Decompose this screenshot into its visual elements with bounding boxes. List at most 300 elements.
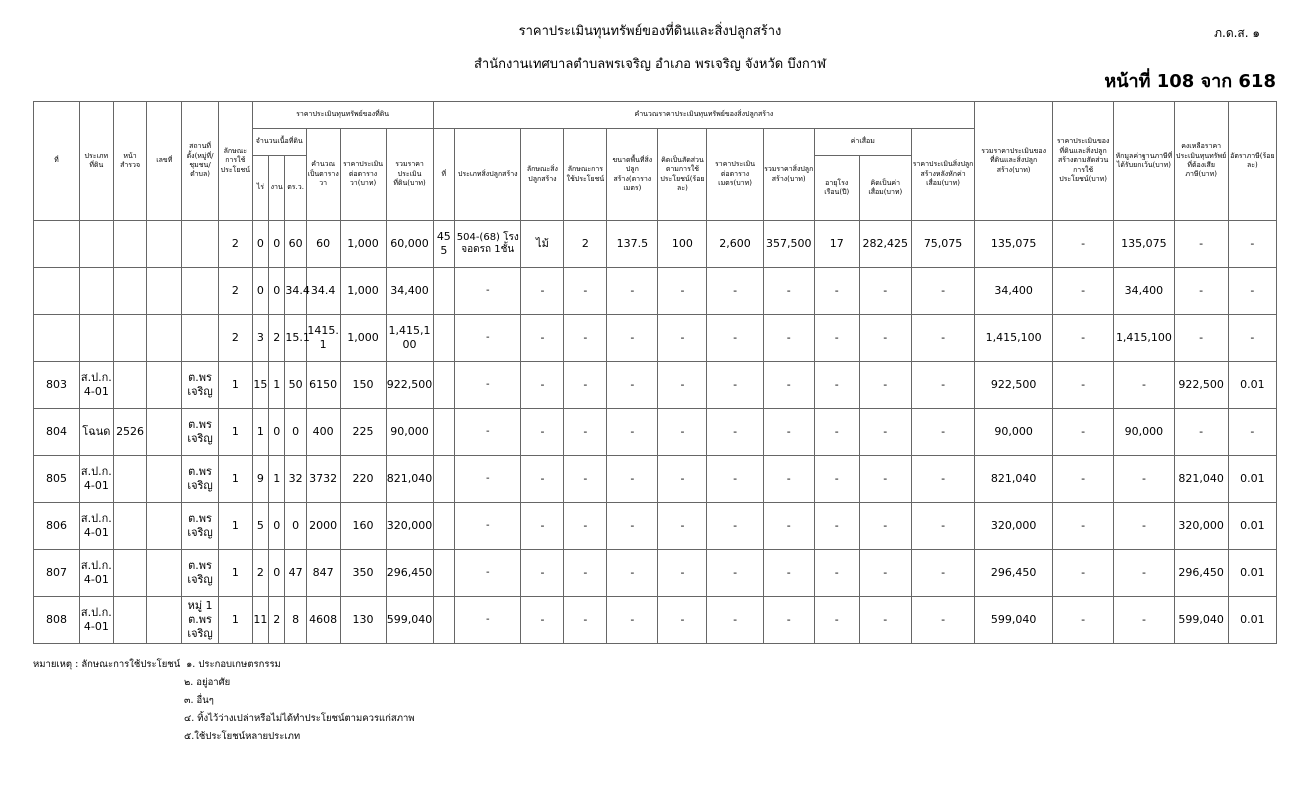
group-depreciation: ค่าเสื่อม	[814, 129, 911, 156]
table-cell: -	[911, 409, 974, 456]
table-cell: 75,075	[911, 221, 974, 268]
table-cell: -	[521, 550, 564, 597]
table-cell: -	[521, 503, 564, 550]
table-cell	[147, 597, 182, 644]
table-cell	[147, 550, 182, 597]
table-cell: -	[521, 409, 564, 456]
table-cell: 9	[252, 456, 268, 503]
table-cell: 2,600	[707, 221, 763, 268]
table-cell: โฉนด	[79, 409, 113, 456]
table-cell: 4608	[306, 597, 340, 644]
table-cell: -	[763, 409, 814, 456]
table-cell: 1	[218, 503, 252, 550]
table-cell	[433, 597, 454, 644]
col-no: ที่	[34, 102, 80, 221]
table-cell	[147, 456, 182, 503]
table-cell: -	[814, 550, 859, 597]
table-cell: 400	[306, 409, 340, 456]
table-cell: 2	[564, 221, 607, 268]
table-cell: -	[1052, 362, 1113, 409]
table-cell: 0	[252, 268, 268, 315]
table-cell	[113, 503, 147, 550]
table-cell: 8	[285, 597, 306, 644]
table-cell: -	[911, 550, 974, 597]
table-cell: 0	[269, 409, 285, 456]
table-cell	[433, 550, 454, 597]
table-cell: ส.ป.ก. 4-01	[79, 456, 113, 503]
table-cell: -	[814, 503, 859, 550]
table-cell: -	[707, 503, 763, 550]
table-cell: -	[763, 456, 814, 503]
table-cell: -	[1174, 315, 1228, 362]
table-cell: -	[707, 362, 763, 409]
table-cell: -	[521, 597, 564, 644]
table-cell: 296,450	[386, 550, 433, 597]
table-cell: 34,400	[975, 268, 1053, 315]
table-cell: -	[707, 597, 763, 644]
table-cell: 0	[269, 550, 285, 597]
table-cell: 225	[340, 409, 386, 456]
table-cell: 2	[218, 315, 252, 362]
table-cell: 3732	[306, 456, 340, 503]
table-cell: -	[658, 503, 707, 550]
table-cell: -	[1174, 409, 1228, 456]
table-cell: -	[1114, 503, 1174, 550]
table-cell: 135,075	[975, 221, 1053, 268]
table-cell: -	[564, 597, 607, 644]
table-cell: 599,040	[386, 597, 433, 644]
table-cell: 804	[34, 409, 80, 456]
table-cell	[79, 315, 113, 362]
table-cell: -	[607, 315, 658, 362]
table-row	[34, 597, 1277, 644]
table-cell: -	[607, 503, 658, 550]
table-cell: -	[814, 456, 859, 503]
col-ngan: งาน	[269, 156, 285, 221]
table-cell	[34, 221, 80, 268]
col-taxable: คงเหลือราคาประเมินทุนทรัพย์ที่ต้องเสียภาษี(บาท)	[1174, 102, 1228, 221]
table-cell: -	[911, 503, 974, 550]
table-cell: 2000	[306, 503, 340, 550]
table-cell: ต.พร เจริญ	[182, 409, 219, 456]
table-cell: 45 5	[433, 221, 454, 268]
col-rai: ไร่	[252, 156, 268, 221]
col-building-kind: ลักษณะสิ่งปลูกสร้าง	[521, 129, 564, 221]
table-cell	[433, 456, 454, 503]
table-cell: 160	[340, 503, 386, 550]
table-cell: 0.01	[1228, 550, 1276, 597]
table-cell: -	[763, 597, 814, 644]
table-cell: 807	[34, 550, 80, 597]
col-sqwa-total: คำนวณเป็นตารางวา	[306, 129, 340, 221]
table-cell: -	[521, 456, 564, 503]
table-cell: 1,000	[340, 315, 386, 362]
table-cell: -	[564, 550, 607, 597]
table-cell: 15	[252, 362, 268, 409]
table-cell: 320,000	[975, 503, 1053, 550]
table-cell: -	[564, 268, 607, 315]
table-cell: 220	[340, 456, 386, 503]
table-row	[34, 409, 1277, 456]
table-cell: -	[455, 503, 521, 550]
table-cell: 50	[285, 362, 306, 409]
table-cell: 34,400	[386, 268, 433, 315]
table-cell: -	[1228, 268, 1276, 315]
table-cell: 821,040	[1174, 456, 1228, 503]
table-cell: -	[859, 409, 911, 456]
table-cell: -	[1228, 315, 1276, 362]
table-cell: ส.ป.ก. 4-01	[79, 597, 113, 644]
table-cell	[113, 597, 147, 644]
table-row	[34, 315, 1277, 362]
col-exemption: หักมูลค่าฐานภาษีที่ได้รับยกเว้น(บาท)	[1114, 102, 1174, 221]
table-cell	[34, 268, 80, 315]
table-cell: 2	[218, 268, 252, 315]
table-cell	[113, 362, 147, 409]
table-cell: -	[455, 268, 521, 315]
table-cell: 0.01	[1228, 597, 1276, 644]
table-cell: 90,000	[386, 409, 433, 456]
table-cell: ต.พร เจริญ	[182, 550, 219, 597]
table-cell	[433, 315, 454, 362]
table-cell: 504-(68) โรงจอดรถ 1ชั้น	[455, 221, 521, 268]
table-cell: 0	[285, 409, 306, 456]
table-cell: -	[1052, 409, 1113, 456]
col-land-type: ประเภทที่ดิน	[79, 102, 113, 221]
table-cell: หมู่ 1 ต.พร เจริญ	[182, 597, 219, 644]
table-cell: -	[911, 362, 974, 409]
table-cell: -	[763, 503, 814, 550]
table-cell	[147, 409, 182, 456]
col-wa: ตร.ว.	[285, 156, 306, 221]
col-ratio-price: ราคาประเมินของที่ดินและสิ่งปลูกสร้างตามสัดส่วนการใช้ประโยชน์(บาท)	[1052, 102, 1113, 221]
form-code: ภ.ด.ส. ๑	[1214, 26, 1260, 40]
table-cell: -	[763, 550, 814, 597]
table-cell: -	[1174, 221, 1228, 268]
table-row	[34, 503, 1277, 550]
table-cell: ส.ป.ก. 4-01	[79, 550, 113, 597]
table-cell: -	[607, 597, 658, 644]
col-building-type: ประเภทสิ่งปลูกสร้าง	[455, 129, 521, 221]
table-cell: 150	[340, 362, 386, 409]
col-building-area: ขนาดพื้นที่สิ่งปลูกสร้าง(ตารางเมตร)	[607, 129, 658, 221]
table-cell: -	[658, 550, 707, 597]
table-cell: 0	[285, 503, 306, 550]
table-cell: -	[814, 597, 859, 644]
table-cell: -	[763, 268, 814, 315]
table-cell	[182, 221, 219, 268]
table-cell: -	[658, 456, 707, 503]
table-cell	[433, 268, 454, 315]
table-cell: -	[1114, 362, 1174, 409]
table-cell: -	[1052, 268, 1113, 315]
table-cell: -	[859, 597, 911, 644]
table-cell: 34,400	[1114, 268, 1174, 315]
col-building-after-dep: ราคาประเมินสิ่งปลูกสร้างหลังหักค่าเสื่อม(บาท)	[911, 129, 974, 221]
table-cell: 296,450	[975, 550, 1053, 597]
table-cell: 599,040	[975, 597, 1053, 644]
table-cell: -	[607, 268, 658, 315]
table-row	[34, 362, 1277, 409]
table-cell: -	[607, 362, 658, 409]
table-cell	[433, 503, 454, 550]
table-cell: 922,500	[975, 362, 1053, 409]
table-cell: 1	[269, 362, 285, 409]
table-cell: 1	[218, 550, 252, 597]
col-land-total: รวมราคาประเมินที่ดิน(บาท)	[386, 129, 433, 221]
table-cell: 1	[218, 597, 252, 644]
table-cell	[147, 221, 182, 268]
table-cell: 1,415,100	[975, 315, 1053, 362]
table-cell: 1	[218, 362, 252, 409]
table-cell: 137.5	[607, 221, 658, 268]
table-cell: 135,075	[1114, 221, 1174, 268]
table-cell: -	[859, 362, 911, 409]
table-cell: -	[658, 315, 707, 362]
table-cell: -	[658, 268, 707, 315]
table-cell: 32	[285, 456, 306, 503]
table-cell: 2	[218, 221, 252, 268]
group-land-valuation: ราคาประเมินทุนทรัพย์ของที่ดิน	[252, 102, 433, 129]
table-cell: 806	[34, 503, 80, 550]
table-cell: -	[455, 597, 521, 644]
table-cell: -	[763, 362, 814, 409]
table-cell: 847	[306, 550, 340, 597]
table-cell: 0	[252, 221, 268, 268]
table-cell: 2526	[113, 409, 147, 456]
table-cell: ส.ป.ก. 4-01	[79, 362, 113, 409]
table-cell: -	[911, 268, 974, 315]
table-cell: -	[911, 456, 974, 503]
table-cell: -	[1114, 597, 1174, 644]
table-cell: 1,415,100	[1114, 315, 1174, 362]
table-cell: 805	[34, 456, 80, 503]
col-building-total: รวมราคาสิ่งปลูกสร้าง(บาท)	[763, 129, 814, 221]
table-cell: 5	[252, 503, 268, 550]
table-cell: 2	[269, 315, 285, 362]
table-cell: -	[1052, 456, 1113, 503]
table-cell: 130	[340, 597, 386, 644]
table-cell: -	[658, 597, 707, 644]
table-cell: 100	[658, 221, 707, 268]
table-row	[34, 268, 1277, 315]
document-subtitle: สำนักงานเทศบาลตำบลพรเจริญ อำเภอ พรเจริญ จังหวัด บึงกาฬ	[473, 57, 826, 72]
table-cell: 1	[218, 409, 252, 456]
col-building-dep: คิดเป็นค่าเสื่อม(บาท)	[859, 156, 911, 221]
table-cell: -	[911, 597, 974, 644]
footnote-item: ๓. อื่นๆ	[184, 695, 214, 706]
table-cell: -	[607, 550, 658, 597]
table-cell: -	[658, 362, 707, 409]
table-cell: 2	[252, 550, 268, 597]
table-cell: -	[564, 503, 607, 550]
table-cell	[113, 456, 147, 503]
footnote-item: ๕.ใช้ประโยชน์หลายประเภท	[184, 731, 301, 742]
table-cell: -	[455, 409, 521, 456]
table-cell: 0.01	[1228, 503, 1276, 550]
col-building-price-sqm: ราคาประเมินต่อตารางเมตร(บาท)	[707, 129, 763, 221]
col-building-use: ลักษณะการใช้ประโยชน์	[564, 129, 607, 221]
table-cell: -	[1052, 550, 1113, 597]
table-cell: 60	[285, 221, 306, 268]
table-cell	[113, 315, 147, 362]
table-cell	[79, 221, 113, 268]
table-cell: -	[1052, 503, 1113, 550]
table-cell: 90,000	[1114, 409, 1174, 456]
table-cell: 821,040	[386, 456, 433, 503]
table-cell: -	[707, 268, 763, 315]
footnote	[33, 656, 415, 746]
footnote-item: ๑. ประกอบเกษตรกรรม	[186, 659, 281, 670]
table-cell: 15.1	[285, 315, 306, 362]
table-cell: 0	[269, 503, 285, 550]
table-cell: 1415. 1	[306, 315, 340, 362]
footnote-item: ๒. อยู่อาศัย	[184, 677, 231, 688]
table-row	[34, 550, 1277, 597]
table-cell: 0.01	[1228, 362, 1276, 409]
table-row	[34, 456, 1277, 503]
col-building-age: อายุโรงเรือน(ปี)	[814, 156, 859, 221]
table-cell: 821,040	[975, 456, 1053, 503]
table-cell: ต.พร เจริญ	[182, 503, 219, 550]
col-building-no: ที่	[433, 129, 454, 221]
table-cell: 922,500	[1174, 362, 1228, 409]
table-cell	[147, 362, 182, 409]
col-number: เลขที่	[147, 102, 182, 221]
table-cell: 3	[252, 315, 268, 362]
table-cell: -	[763, 315, 814, 362]
table-cell: 296,450	[1174, 550, 1228, 597]
table-cell: -	[859, 268, 911, 315]
table-cell: 1	[218, 456, 252, 503]
page-number: หน้าที่ 108 จาก 618	[1104, 71, 1276, 92]
table-cell: ส.ป.ก. 4-01	[79, 503, 113, 550]
col-building-ratio: คิดเป็นสัดส่วนตามการใช้ประโยชน์(ร้อยละ)	[658, 129, 707, 221]
table-cell: -	[1052, 597, 1113, 644]
table-cell: 350	[340, 550, 386, 597]
table-cell: -	[1228, 409, 1276, 456]
col-total-land-building: รวมราคาประเมินของที่ดินและสิ่งปลูกสร้าง(บาท)	[975, 102, 1053, 221]
table-cell: 34.4	[306, 268, 340, 315]
table-cell: -	[707, 550, 763, 597]
table-cell: -	[1114, 456, 1174, 503]
table-cell	[433, 362, 454, 409]
table-cell: -	[455, 362, 521, 409]
table-cell	[147, 503, 182, 550]
table-cell: -	[564, 315, 607, 362]
table-cell: -	[1114, 550, 1174, 597]
col-price-per-sqwa: ราคาประเมินต่อตารางวา(บาท)	[340, 129, 386, 221]
table-cell: -	[607, 456, 658, 503]
table-cell: -	[814, 268, 859, 315]
table-cell: ต.พร เจริญ	[182, 362, 219, 409]
table-cell: 357,500	[763, 221, 814, 268]
table-cell: -	[859, 503, 911, 550]
table-cell: -	[859, 550, 911, 597]
table-cell: -	[455, 456, 521, 503]
table-cell: -	[1174, 268, 1228, 315]
col-land-use: ลักษณะการใช้ประโยชน์	[218, 102, 252, 221]
table-cell: -	[1052, 315, 1113, 362]
table-cell: -	[1228, 221, 1276, 268]
col-location: สถานที่ตั้ง(หมู่ที่/ชุมชน/ตำบล)	[182, 102, 219, 221]
table-cell: -	[607, 409, 658, 456]
table-cell	[182, 315, 219, 362]
table-cell: 922,500	[386, 362, 433, 409]
table-cell: 0	[269, 221, 285, 268]
table-cell: 60,000	[386, 221, 433, 268]
table-cell	[182, 268, 219, 315]
table-cell: -	[1052, 221, 1113, 268]
table-cell: 1,000	[340, 221, 386, 268]
table-cell: -	[707, 315, 763, 362]
table-cell: 803	[34, 362, 80, 409]
table-cell	[113, 221, 147, 268]
table-cell: -	[658, 409, 707, 456]
table-cell: -	[521, 315, 564, 362]
table-cell: 0	[269, 268, 285, 315]
table-cell: -	[521, 268, 564, 315]
table-cell: -	[707, 456, 763, 503]
table-cell: -	[814, 315, 859, 362]
table-cell	[113, 550, 147, 597]
footnote-item: ๔. ทิ้งไว้ว่างเปล่าหรือไม่ได้ทำประโยชน์ตามควรแก่สภาพ	[184, 713, 415, 724]
table-cell: -	[707, 409, 763, 456]
table-cell: 320,000	[386, 503, 433, 550]
footnote-label: หมายเหตุ : ลักษณะการใช้ประโยชน์	[33, 659, 181, 670]
table-cell: -	[521, 362, 564, 409]
table-cell: 0.01	[1228, 456, 1276, 503]
table-cell: 1,000	[340, 268, 386, 315]
table-cell	[147, 268, 182, 315]
table-cell: 34.4	[285, 268, 306, 315]
table-cell: 282,425	[859, 221, 911, 268]
table-cell: -	[814, 362, 859, 409]
table-cell: 1	[269, 456, 285, 503]
group-area: จำนวนเนื้อที่ดิน	[252, 129, 306, 156]
table-cell	[113, 268, 147, 315]
table-row	[34, 221, 1277, 268]
table-cell: 1,415,1 00	[386, 315, 433, 362]
table-cell: -	[564, 362, 607, 409]
table-cell: 808	[34, 597, 80, 644]
table-cell: -	[859, 456, 911, 503]
table-cell: -	[911, 315, 974, 362]
table-cell: -	[455, 550, 521, 597]
table-cell: -	[564, 409, 607, 456]
table-cell: 1	[252, 409, 268, 456]
table-cell: -	[455, 315, 521, 362]
table-cell: ไม้	[521, 221, 564, 268]
col-survey-page: หน้าสำรวจ	[113, 102, 147, 221]
table-cell: 47	[285, 550, 306, 597]
table-cell: 599,040	[1174, 597, 1228, 644]
document-title: ราคาประเมินทุนทรัพย์ของที่ดินและสิ่งปลูกสร้าง	[518, 24, 782, 39]
col-tax-rate: อัตราภาษี(ร้อยละ)	[1228, 102, 1276, 221]
table-cell: -	[564, 456, 607, 503]
table-cell	[433, 409, 454, 456]
table-cell	[147, 315, 182, 362]
table-cell: 2	[269, 597, 285, 644]
table-cell: 60	[306, 221, 340, 268]
table-cell: 320,000	[1174, 503, 1228, 550]
table-cell	[34, 315, 80, 362]
table-cell: 11	[252, 597, 268, 644]
table-cell: 90,000	[975, 409, 1053, 456]
table-cell: 17	[814, 221, 859, 268]
table-cell: 6150	[306, 362, 340, 409]
table-cell: ต.พร เจริญ	[182, 456, 219, 503]
